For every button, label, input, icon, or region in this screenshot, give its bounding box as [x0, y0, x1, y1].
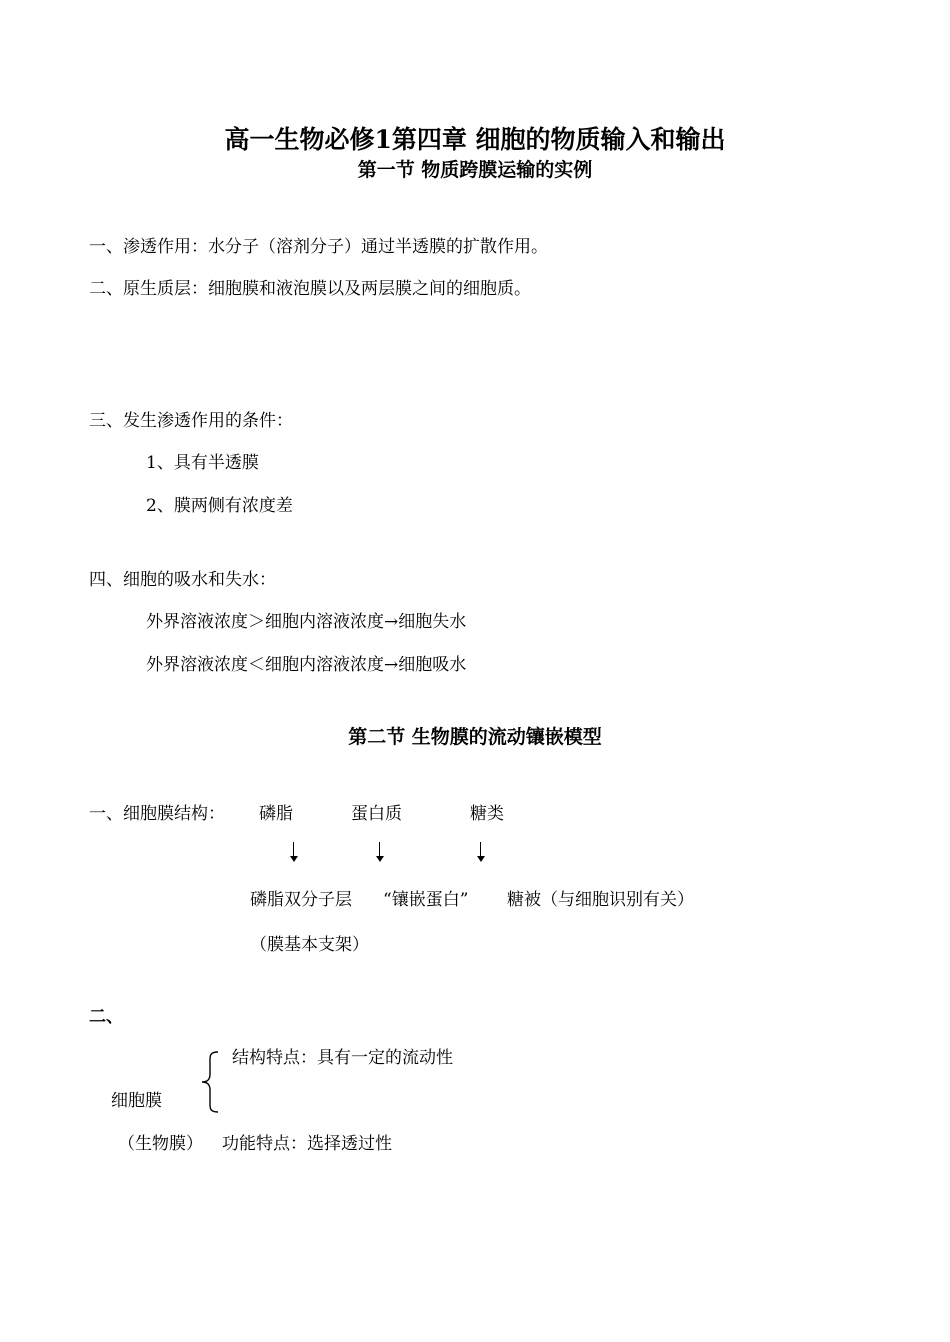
- result-glycocalyx: 糖被（与细胞识别有关）: [507, 890, 694, 910]
- down-arrow-icon: [480, 842, 481, 860]
- section2-item2-label: 二、: [89, 1007, 123, 1027]
- paragraph-water-absorption: 四、细胞的吸水和失水：: [89, 570, 276, 590]
- feature-structure: 结构特点：具有一定的流动性: [232, 1048, 453, 1068]
- result-bilayer: 磷脂双分子层: [250, 890, 352, 910]
- component-phospholipid: 磷脂: [259, 804, 293, 824]
- water-rule-2: 外界溶液浓度＜细胞内溶液浓度→细胞吸水: [146, 655, 467, 675]
- section1-heading: 第一节 物质跨膜运输的实例: [357, 159, 593, 181]
- framework-note: （膜基本支架）: [250, 935, 369, 955]
- down-arrow-icon: [379, 842, 380, 860]
- component-protein: 蛋白质: [351, 804, 402, 824]
- paragraph-osmosis: 一、渗透作用：水分子（溶剂分子）通过半透膜的扩散作用。: [89, 237, 548, 257]
- down-arrow-icon: [293, 842, 294, 860]
- section2-heading: 第二节 生物膜的流动镶嵌模型: [348, 726, 602, 748]
- condition-item-1: 1、具有半透膜: [146, 453, 259, 473]
- feature-function: 功能特点：选择透过性: [222, 1134, 392, 1154]
- paragraph-protoplast-layer: 二、原生质层：细胞膜和液泡膜以及两层膜之间的细胞质。: [89, 279, 531, 299]
- membrane-sub-label: （生物膜）: [118, 1134, 203, 1154]
- component-carbohydrate: 糖类: [470, 804, 504, 824]
- paragraph-osmosis-conditions: 三、发生渗透作用的条件：: [89, 411, 293, 431]
- membrane-structure-label: 一、细胞膜结构：: [89, 804, 225, 824]
- result-embedded-protein: “镶嵌蛋白”: [383, 890, 469, 910]
- condition-item-2: 2、膜两侧有浓度差: [146, 496, 293, 516]
- document-title: 高一生物必修1第四章 细胞的物质输入和输出: [224, 125, 726, 154]
- curly-brace-icon: [198, 1050, 222, 1114]
- water-rule-1: 外界溶液浓度＞细胞内溶液浓度→细胞失水: [146, 612, 467, 632]
- membrane-label: 细胞膜: [111, 1091, 162, 1111]
